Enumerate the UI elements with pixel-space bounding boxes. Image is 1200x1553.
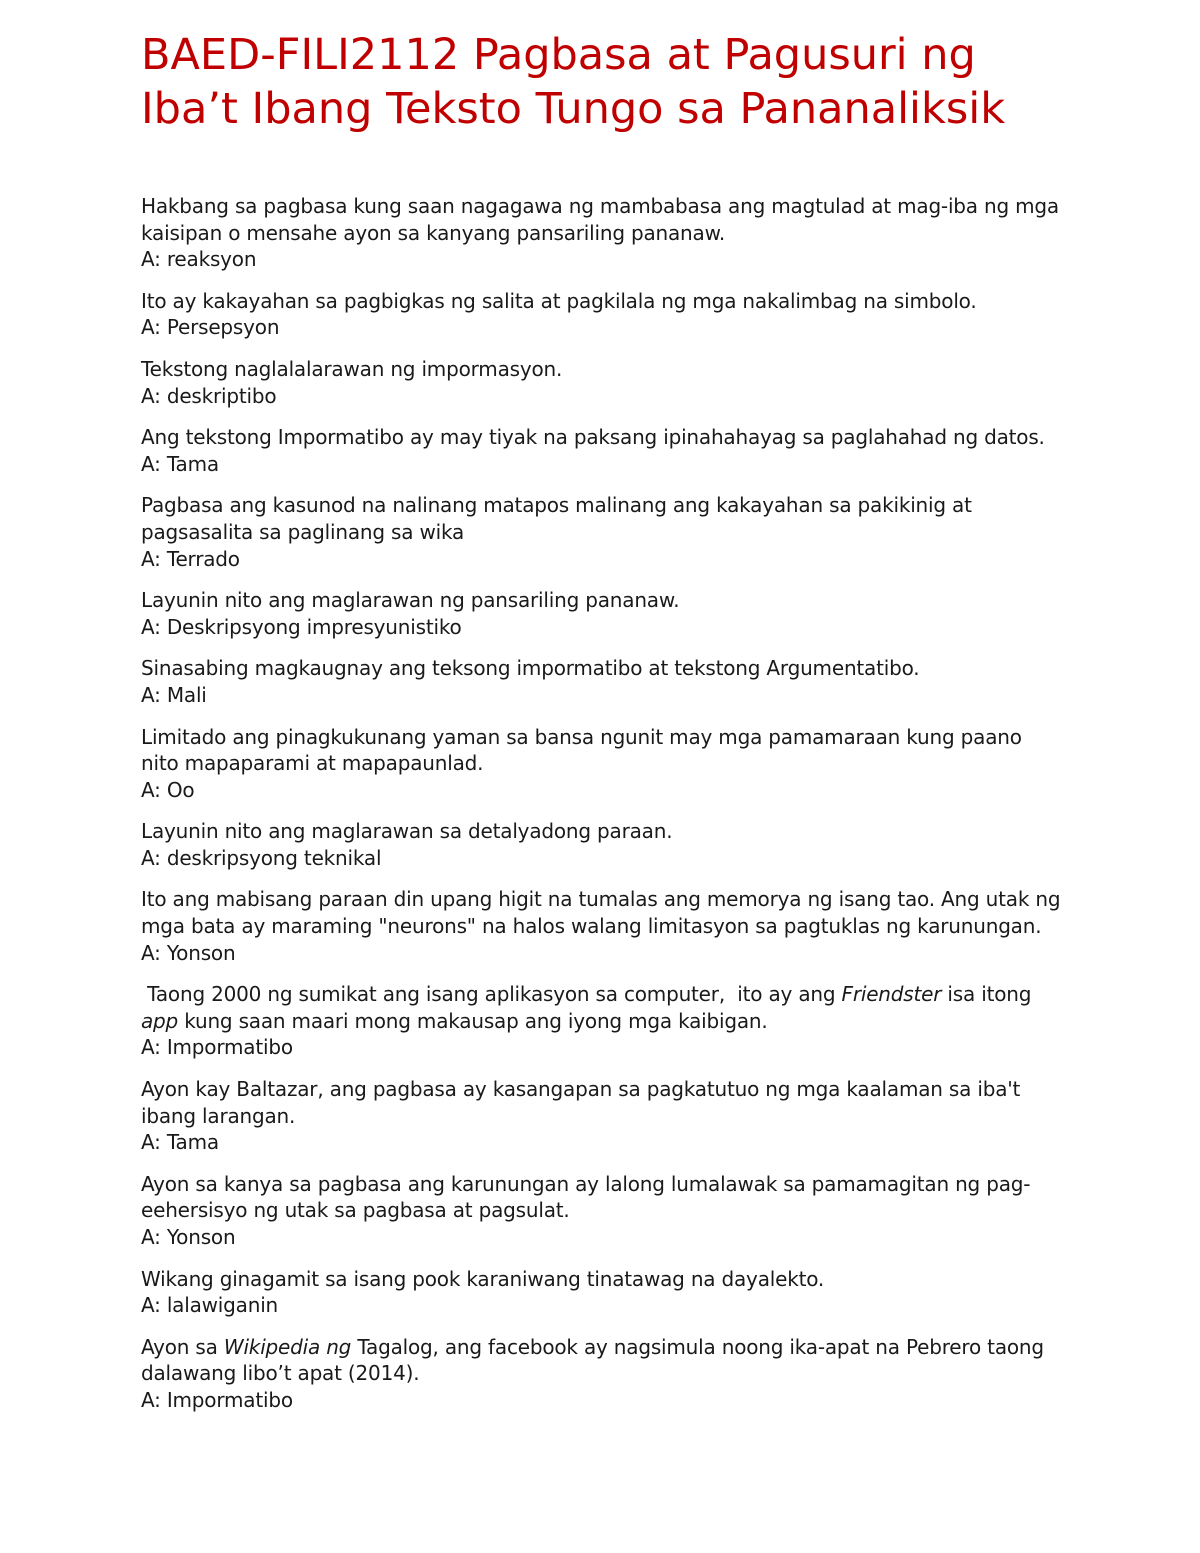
qa-item (141, 193, 1066, 273)
answer-text: A: Oo (141, 777, 195, 802)
answer-text: A: Yonson (141, 1225, 236, 1249)
question-text: Hakbang sa pagbasa kung saan nagagawa ng mambabasa ang magtulad at mag-iba ng mga kaisipan o mensahe ayon sa kanyang pansariling pananaw. (141, 194, 1066, 245)
question-segment: Ayon sa (141, 1334, 224, 1359)
answer-text: A: Yonson (141, 940, 236, 965)
question-text: Tekstong naglalalarawan ng impormasyon. (141, 356, 563, 381)
document-title: BAED-FILI2112 Pagbasa at Pagusuri ng Iba’t Ibang Teksto Tungo sa Pananaliksik (141, 30, 1006, 134)
answer-text: A: Tama (141, 1130, 219, 1155)
question-emphasis: app (141, 1008, 179, 1033)
answer-text: A: Impormatibo (141, 1035, 293, 1060)
answer-text: A: Tama (141, 451, 219, 476)
answer-text: A: Deskripsyong impresyunistiko (141, 614, 462, 639)
qa-item (141, 724, 1061, 804)
question-text: Wikang ginagamit sa isang pook karaniwang tinatawag na dayalekto. (141, 1266, 825, 1291)
document-page (141, 28, 1067, 1429)
question-text: Ito ay kakayahan sa pagbigkas ng salita at pagkilala ng mga nakalimbag na simbolo. (141, 288, 977, 313)
question-text: Limitado ang pinagkukunang yaman sa bansa ngunit may mga pamamaraan kung paano nito mapaparami at mapapaunlad. (141, 724, 1028, 776)
qa-item (141, 1334, 1061, 1414)
qa-item (141, 288, 1061, 341)
answer-text: A: reaksyon (141, 247, 257, 272)
question-segment: Tagalog, ang facebook ay nagsimula noong ika-apat na Pebrero taong dalawang libo’t apat (2014). (141, 1334, 1051, 1386)
question-segment: isa itong (941, 982, 1038, 1007)
qa-item (141, 1266, 1061, 1319)
answer-text: A: Persepsyon (141, 315, 280, 340)
qa-item (141, 356, 1061, 409)
question-text (141, 981, 1061, 1034)
answer-text: A: Mali (141, 682, 207, 707)
qa-list (141, 193, 1067, 1414)
answer-text: A: Impormatibo (141, 1387, 293, 1412)
answer-text: A: Terrado (141, 546, 240, 571)
question-text: Ayon kay Baltazar, ang pagbasa ay kasangapan sa pagkatutuo ng mga kaalaman sa iba't ibang larangan. (141, 1077, 1027, 1128)
question-emphasis: Wikipedia ng (223, 1334, 352, 1359)
question-segment: kung saan maari mong makausap ang iyong mga kaibigan. (178, 1008, 768, 1033)
qa-item (141, 886, 1067, 966)
answer-text: A: deskripsyong teknikal (141, 845, 382, 870)
question-text (141, 1334, 1061, 1387)
question-emphasis: Friendster (841, 982, 942, 1007)
answer-text: A: deskriptibo (141, 383, 277, 408)
question-text: Ayon sa kanya sa pagbasa ang karunungan ay lalong lumalawak sa pamamagitan ng pag-eehersisyo ng utak sa pagbasa at pagsulat. (141, 1171, 1031, 1223)
question-segment: Taong 2000 ng sumikat ang isang aplikasyon sa computer, ito ay ang (141, 982, 842, 1007)
qa-item (141, 981, 1061, 1061)
qa-item (141, 587, 1061, 640)
qa-item (141, 492, 1061, 572)
question-text: Layunin nito ang maglarawan sa detalyadong paraan. (141, 819, 673, 844)
qa-item (141, 818, 1061, 871)
question-text: Ito ang mabisang paraan din upang higit na tumalas ang memorya ng isang tao. Ang utak ng mga bata ay maraming "neurons" na halos walang limitasyon sa pagtuklas ng karunungan. (141, 887, 1067, 939)
answer-text: A: lalawiganin (141, 1293, 279, 1318)
question-text: Ang tekstong Impormatibo ay may tiyak na paksang ipinahahayag sa paglahahad ng datos. (141, 425, 1045, 450)
question-text: Layunin nito ang maglarawan ng pansariling pananaw. (141, 588, 680, 613)
qa-item (141, 655, 1061, 708)
question-text: Sinasabing magkaugnay ang teksong impormatibo at tekstong Argumentatibo. (141, 656, 920, 681)
qa-item (141, 1076, 1061, 1156)
question-text: Pagbasa ang kasunod na nalinang matapos malinang ang kakayahan sa pakikinig at pagsasalita sa paglinang sa wika (141, 493, 978, 544)
qa-item (141, 1171, 1061, 1251)
qa-item (141, 424, 1061, 477)
